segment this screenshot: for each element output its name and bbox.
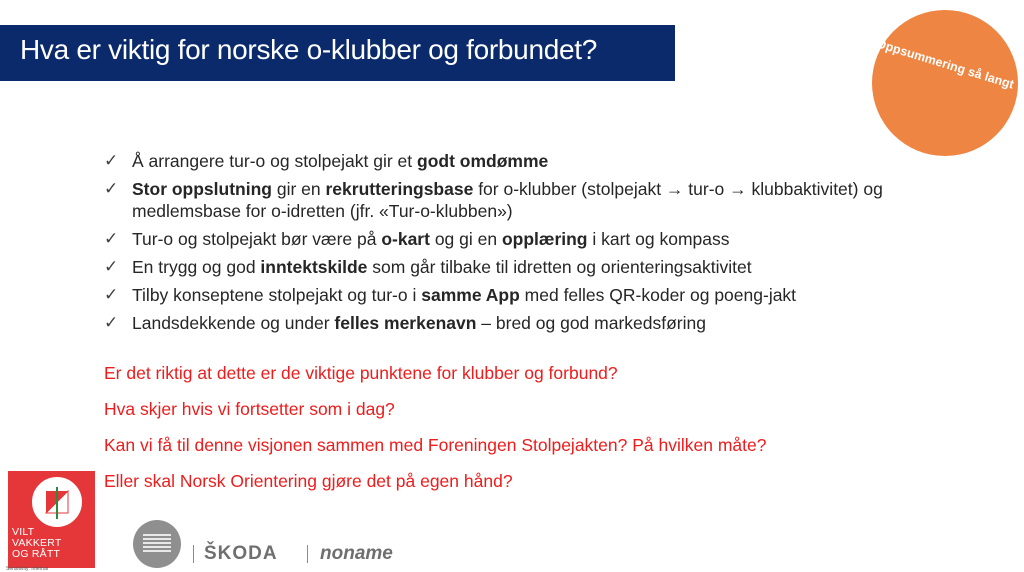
summary-badge-text: Oppsummering så langt <box>874 36 1016 92</box>
bullet-emphasis: godt omdømme <box>417 151 549 171</box>
bullet-item <box>104 228 974 250</box>
question-list <box>104 362 984 506</box>
bullet-item <box>104 284 974 306</box>
bullet-text: Landsdekkende og under <box>132 313 335 333</box>
summary-badge <box>872 10 1018 156</box>
nof-slogan-line: OG RÅTT <box>12 548 61 560</box>
bullet-emphasis: felles merkenavn <box>334 313 477 333</box>
bullet-list <box>104 150 974 340</box>
bullet-text: med felles QR-koder og poeng-jakt <box>519 285 797 305</box>
noname-logo: noname <box>320 543 393 564</box>
bullet-text: Tilby konseptene stolpejakt og tur-o i <box>132 285 422 305</box>
check-icon: ✓ <box>104 257 119 276</box>
check-icon: ✓ <box>104 285 119 304</box>
bullet-text: for o-klubber (stolpejakt → tur-o → klubbaktivitet) og medlemsbase for o-idretten (jfr. «Tur-o-klubben») <box>132 179 883 221</box>
title-bar <box>0 25 675 81</box>
bullet-item <box>104 150 974 172</box>
bullet-emphasis: o-kart <box>381 229 430 249</box>
bullet-text: En trygg og god <box>132 257 261 277</box>
sponsor-stripes-icon <box>143 534 171 552</box>
bullet-text: gir en <box>271 179 326 199</box>
bullet-emphasis: opplæring <box>501 229 588 249</box>
logo-divider <box>307 545 308 563</box>
norsk-orientering-logo <box>8 471 95 568</box>
bullet-text: i kart og kompass <box>587 229 730 249</box>
sponsor-logo <box>133 520 181 568</box>
bullet-item <box>104 312 974 334</box>
check-icon: ✓ <box>104 229 119 248</box>
bullet-text: Å arrangere tur-o og stolpejakt gir et <box>132 151 418 171</box>
nof-slogan-line: VILT <box>12 526 35 538</box>
bullet-text: og gi en <box>429 229 502 249</box>
bullet-text: Tur-o og stolpejakt bør være på <box>132 229 382 249</box>
bullet-text: – bred og god markedsføring <box>476 313 706 333</box>
bullet-text: som går tilbake til idretten og orienteringsaktivitet <box>367 257 752 277</box>
bullet-emphasis: rekrutteringsbase <box>325 179 474 199</box>
bullet-item <box>104 178 974 222</box>
question-text: Hva skjer hvis vi fortsetter som i dag? <box>104 399 395 419</box>
question-text: Eller skal Norsk Orientering gjøre det på egen hånd? <box>104 471 513 491</box>
bullet-emphasis: inntektskilde <box>260 257 368 277</box>
bullet-emphasis: samme App <box>421 285 520 305</box>
bullet-item <box>104 256 974 278</box>
logo-divider <box>193 545 194 563</box>
bullet-emphasis: Stor oppslutning <box>132 179 272 199</box>
orienteering-emblem-icon <box>30 475 84 529</box>
slide-title: Hva er viktig for norske o-klubber og forbundet? <box>20 34 598 65</box>
question-text: Kan vi få til denne visjonen sammen med Foreningen Stolpejakten? På hvilken måte? <box>104 435 767 455</box>
check-icon: ✓ <box>104 151 119 170</box>
nof-slogan <box>12 527 61 560</box>
skoda-logo: ŠKODA <box>204 543 278 564</box>
sensitivity-label: Sensitivity: Internal <box>6 566 48 572</box>
question-text: Er det riktig at dette er de viktige punktene for klubber og forbund? <box>104 363 618 383</box>
check-icon: ✓ <box>104 179 119 198</box>
check-icon: ✓ <box>104 313 119 332</box>
nof-slogan-line: VAKKERT <box>12 537 62 549</box>
